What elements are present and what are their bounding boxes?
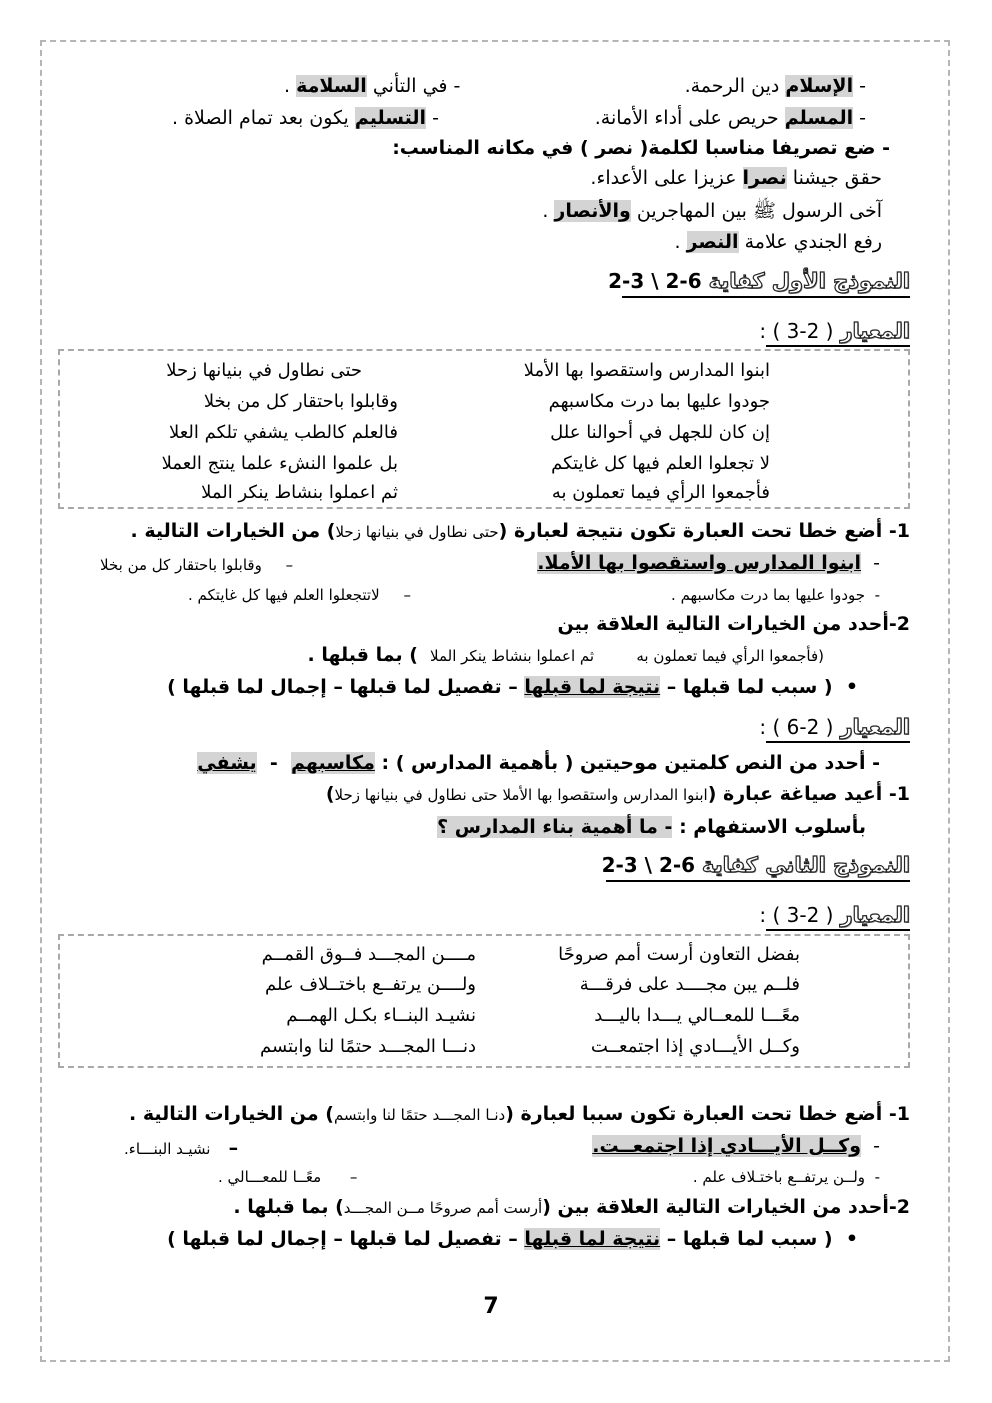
page-number: 7 — [483, 1294, 499, 1319]
model1-verse-l-2: وقابلوا باحتقار كل من بخلا — [203, 391, 398, 412]
model1-q2-context: (فأجمعوا الرأي فيما تعملون به ثم اعملوا بنشاط ينكر الملا ) بما قبلها . — [307, 644, 824, 666]
model2-verse-r-4: وكــل الأيـــادي إذا اجتمعــت — [590, 1036, 800, 1057]
model2-q2-options: • ( سبب لما قبلها – نتيجة لما قبلها – تفصيل لما قبلها – إجمال لما قبلها ) — [167, 1228, 858, 1250]
model2-q1-option-1: - وكــل الأيـــادي إذا اجتمعــت. — [592, 1135, 880, 1157]
model1-title-underline — [622, 296, 910, 298]
model1-question-1: 1- أضع خطا تحت العبارة تكون نتيجة لعبارة (حتى نطاول في بنيانها زحلا) من الخيارات التالية . — [130, 520, 910, 542]
intro-sentence-3: رفع الجندي علامة النصر . — [674, 231, 882, 253]
model2-q1-option-2: – نشيـد البنـــاء. — [124, 1137, 239, 1159]
model1-q4-answer: بأسلوب الاستفهام : - ما أهمية بناء المدارس ؟ — [437, 816, 866, 838]
model2-verse-r-2: فلــم يبن مجــــد على فرقـــة — [579, 974, 800, 995]
model1-q1-option-1: - ابنوا المدارس واستقصوا بها الأملا. — [537, 552, 880, 574]
model1-verse-l-5: ثم اعملوا بنشاط ينكر الملا — [201, 482, 398, 503]
model1-q2-options: • ( سبب لما قبلها – نتيجة لما قبلها – تفصيل لما قبلها – إجمال لما قبلها ) — [167, 676, 858, 698]
model1-standard-2-underline — [766, 741, 910, 743]
model1-verse-r-1: ابنوا المدارس واستقصوا بها الأملا — [523, 360, 770, 381]
model1-verse-l-3: فالعلم كالطب يشفي تلكم العلا — [168, 422, 398, 443]
model2-verse-r-3: معًـــا للمعــالي يـــدا باليـــد — [594, 1005, 800, 1026]
model2-standard-1-underline — [766, 929, 910, 931]
intro-sentence-2: آخى الرسول ﷺ بين المهاجرين والأنصار . — [542, 200, 882, 222]
model1-question-2: 2-أحدد من الخيارات التالية العلاقة بين — [557, 613, 910, 635]
model1-verse-r-4: لا تجعلوا العلم فيها كل غايتكم — [551, 453, 770, 474]
model2-standard-1: المعيار ( 2-3 ) : — [759, 903, 910, 927]
intro-line-2-right: - المسلم حريص على أداء الأمانة. — [594, 107, 866, 129]
intro-task: - ضع تصريفا مناسبا لكلمة( نصر ) في مكانه المناسب: — [392, 137, 890, 159]
model2-q1-option-4: – معًــا للمعـــالي . — [218, 1168, 358, 1186]
intro-line-1-right: - الإسلام دين الرحمة. — [684, 75, 866, 97]
model1-title: النموذج الأول كفاية 2-3 \ 2-6 — [608, 269, 910, 293]
model1-standard-1: المعيار ( 2-3 ) : — [759, 319, 910, 343]
intro-line-1-left: - في التأني السلامة . — [284, 75, 461, 97]
intro-line-2-left: - التسليم يكون بعد تمام الصلاة . — [172, 107, 439, 129]
model2-q1-option-3: - ولــن يرتفــع باختـلاف علم . — [692, 1168, 880, 1186]
model2-question-2: 2-أحدد من الخيارات التالية العلاقة بين (أرست أمم صروحًا مــن المجـــد) بما قبلها . — [233, 1196, 910, 1218]
model2-verse-l-1: مــــن المجـــد فــوق القمــم — [261, 944, 476, 965]
model1-question-3: - أحدد من النص كلمتين موحيتين ( بأهمية المدارس ) : مكاسبهم - يشفي — [197, 752, 880, 774]
model1-verse-r-2: جودوا عليها بما درت مكاسبهم — [548, 391, 770, 412]
model2-verse-r-1: بفضل التعاون أرست أمم صروحًا — [558, 944, 800, 965]
model2-verse-l-3: نشيـد البنــاء بكـل الهمــم — [286, 1005, 476, 1026]
model1-question-4: 1- أعيد صياغة عبارة (ابنوا المدارس واستقصوا بها الأملا حتى نطاول في بنيانها زحلا) — [325, 783, 910, 805]
model1-verse-l-4: بل علموا النشء علما ينتج العملا — [161, 453, 398, 474]
model2-verse-l-4: دنـــا المجـــد حتمًا لنا وابتسم — [259, 1036, 476, 1057]
model1-q1-option-4: – لاتتجعلوا العلم فيها كل غايتكم . — [188, 586, 411, 604]
model2-title: النموذج الثاني كفاية 2-3 \ 2-6 — [601, 853, 910, 877]
intro-sentence-1: حقق جيشنا نصرا عزيزا على الأعداء. — [590, 167, 882, 189]
model1-standard-2: المعيار ( 2-6 ) : — [759, 715, 910, 739]
model2-verse-l-2: ولــــن يرتفــع باختــلاف علم — [265, 974, 476, 995]
model1-verse-r-3: إن كان للجهل في أحوالنا علل — [550, 422, 770, 443]
model1-q1-option-3: - جودوا عليها بما درت مكاسبهم . — [671, 586, 880, 604]
model2-title-underline — [606, 880, 910, 882]
model1-q1-option-2: – وقابلوا باحتقار كل من بخلا — [100, 556, 294, 574]
model1-standard-1-underline — [766, 345, 910, 347]
model1-verse-l-1: حتى نطاول في بنيانها زحلا — [166, 360, 362, 381]
model2-question-1: 1- أضع خطا تحت العبارة تكون سببا لعبارة (دنـا المجـــد حتمًا لنا وابتسم) من الخيارات التالية . — [129, 1103, 910, 1125]
model1-verse-r-5: فأجمعوا الرأي فيما تعملون به — [551, 482, 770, 503]
